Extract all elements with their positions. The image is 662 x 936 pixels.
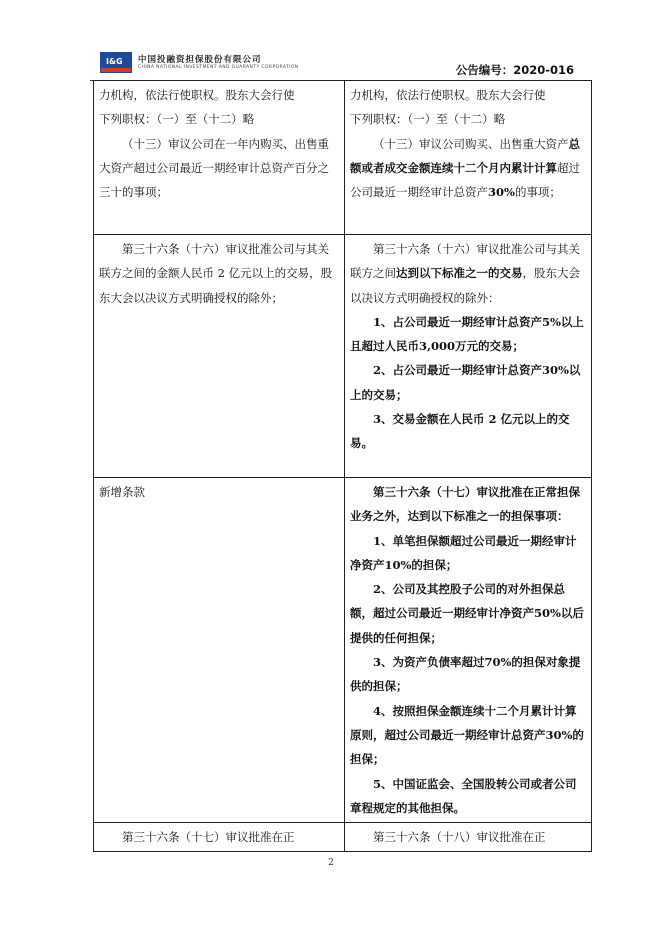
original-cell — [94, 823, 345, 852]
paragraph: 力机构，依法行使职权。股东大会行使 — [350, 88, 546, 102]
paragraph: 力机构，依法行使职权。股东大会行使 — [99, 88, 295, 102]
list-item: 2、占公司最近一期经审计总资产30%以上的交易； — [350, 363, 581, 402]
text-run: 第三十六条（十六）审议批准公司与其关联方之间 — [350, 242, 580, 281]
table-row — [94, 235, 592, 478]
paragraph — [350, 132, 586, 205]
paragraph: 新增条款 — [99, 485, 145, 499]
list-item: 1、占公司最近一期经审计总资产5%以上且超过人民币3,000万元的交易； — [350, 314, 584, 354]
paragraph: 第三十六条（十八）审议批准在正 — [373, 830, 546, 845]
revised-cell — [345, 823, 592, 852]
table-row — [94, 823, 592, 852]
original-cell — [94, 81, 345, 235]
revised-cell — [345, 81, 592, 235]
changed-text: 达到以下标准之一的交易 — [396, 266, 523, 281]
company-name-cn: 中国投融资担保股份有限公司 — [138, 55, 262, 65]
list-item: 2、公司及其控股子公司的对外担保总额，超过公司最近一期经审计净资产50%以后提供的任何担保； — [350, 582, 584, 645]
paragraph: （十三）审议公司在一年内购买、出售重大资产超过公司最近一期经审计总资产百分之三十的事项； — [99, 136, 329, 200]
company-logo — [100, 52, 132, 73]
notice-number: 公告编号：2020-016 — [455, 63, 574, 77]
logo-text: I&G — [106, 57, 123, 66]
paragraph: 下列职权：（一）至（十二）略 — [350, 112, 506, 127]
company-name-en: CHINA NATIONAL INVESTMENT AND GUARANTY CORPORATION — [138, 65, 299, 70]
list-item: 3、为资产负债率超过70%的担保对象提供的担保； — [350, 655, 581, 694]
list-item: 1、单笔担保额超过公司最近一期经审计净资产10%的担保； — [350, 533, 577, 572]
changed-text: 30% — [488, 185, 515, 200]
revised-cell — [345, 235, 592, 478]
paragraph: 第三十六条（十七）审议批准在正常担保业务之外，达到以下标准之一的担保事项： — [350, 485, 580, 524]
list-item: 4、按照担保金额连续十二个月累计计算原则，超过公司最近一期经审计总资产30%的担保； — [350, 703, 584, 767]
paragraph: 下列职权：（一）至（十二）略 — [99, 112, 255, 127]
table-row — [94, 478, 592, 823]
original-cell — [94, 235, 345, 478]
page-number: 2 — [328, 858, 334, 868]
logo-stripe — [101, 68, 131, 72]
table-row — [94, 81, 592, 235]
revised-cell — [345, 478, 592, 823]
text-run: 的事项； — [514, 185, 561, 200]
paragraph — [350, 237, 586, 310]
list-item: 3、交易金额在人民币 2 亿元以上的交易。 — [350, 412, 570, 451]
paragraph: 第三十六条（十七）审议批准在正 — [122, 830, 295, 845]
paragraph: 第三十六条（十六）审议批准公司与其关联方之间的金额人民币 2 亿元以上的交易，股东大会以决议方式明确授权的除外； — [99, 242, 333, 305]
list-item: 5、中国证监会、全国股转公司或者公司章程规定的其他担保。 — [350, 776, 577, 815]
page-header — [90, 44, 576, 81]
changed-text: 总额或者成交金额连续十二个月内累计计算 — [350, 136, 580, 175]
amendment-table — [93, 80, 592, 852]
text-run: ，股东大会以决议方式明确授权的除外： — [350, 266, 580, 305]
original-cell — [94, 478, 345, 823]
text-run: 超过公司最近一期经审计总资产 — [350, 160, 580, 200]
text-run: （十三）审议公司购买、出售重大资产 — [373, 136, 569, 151]
